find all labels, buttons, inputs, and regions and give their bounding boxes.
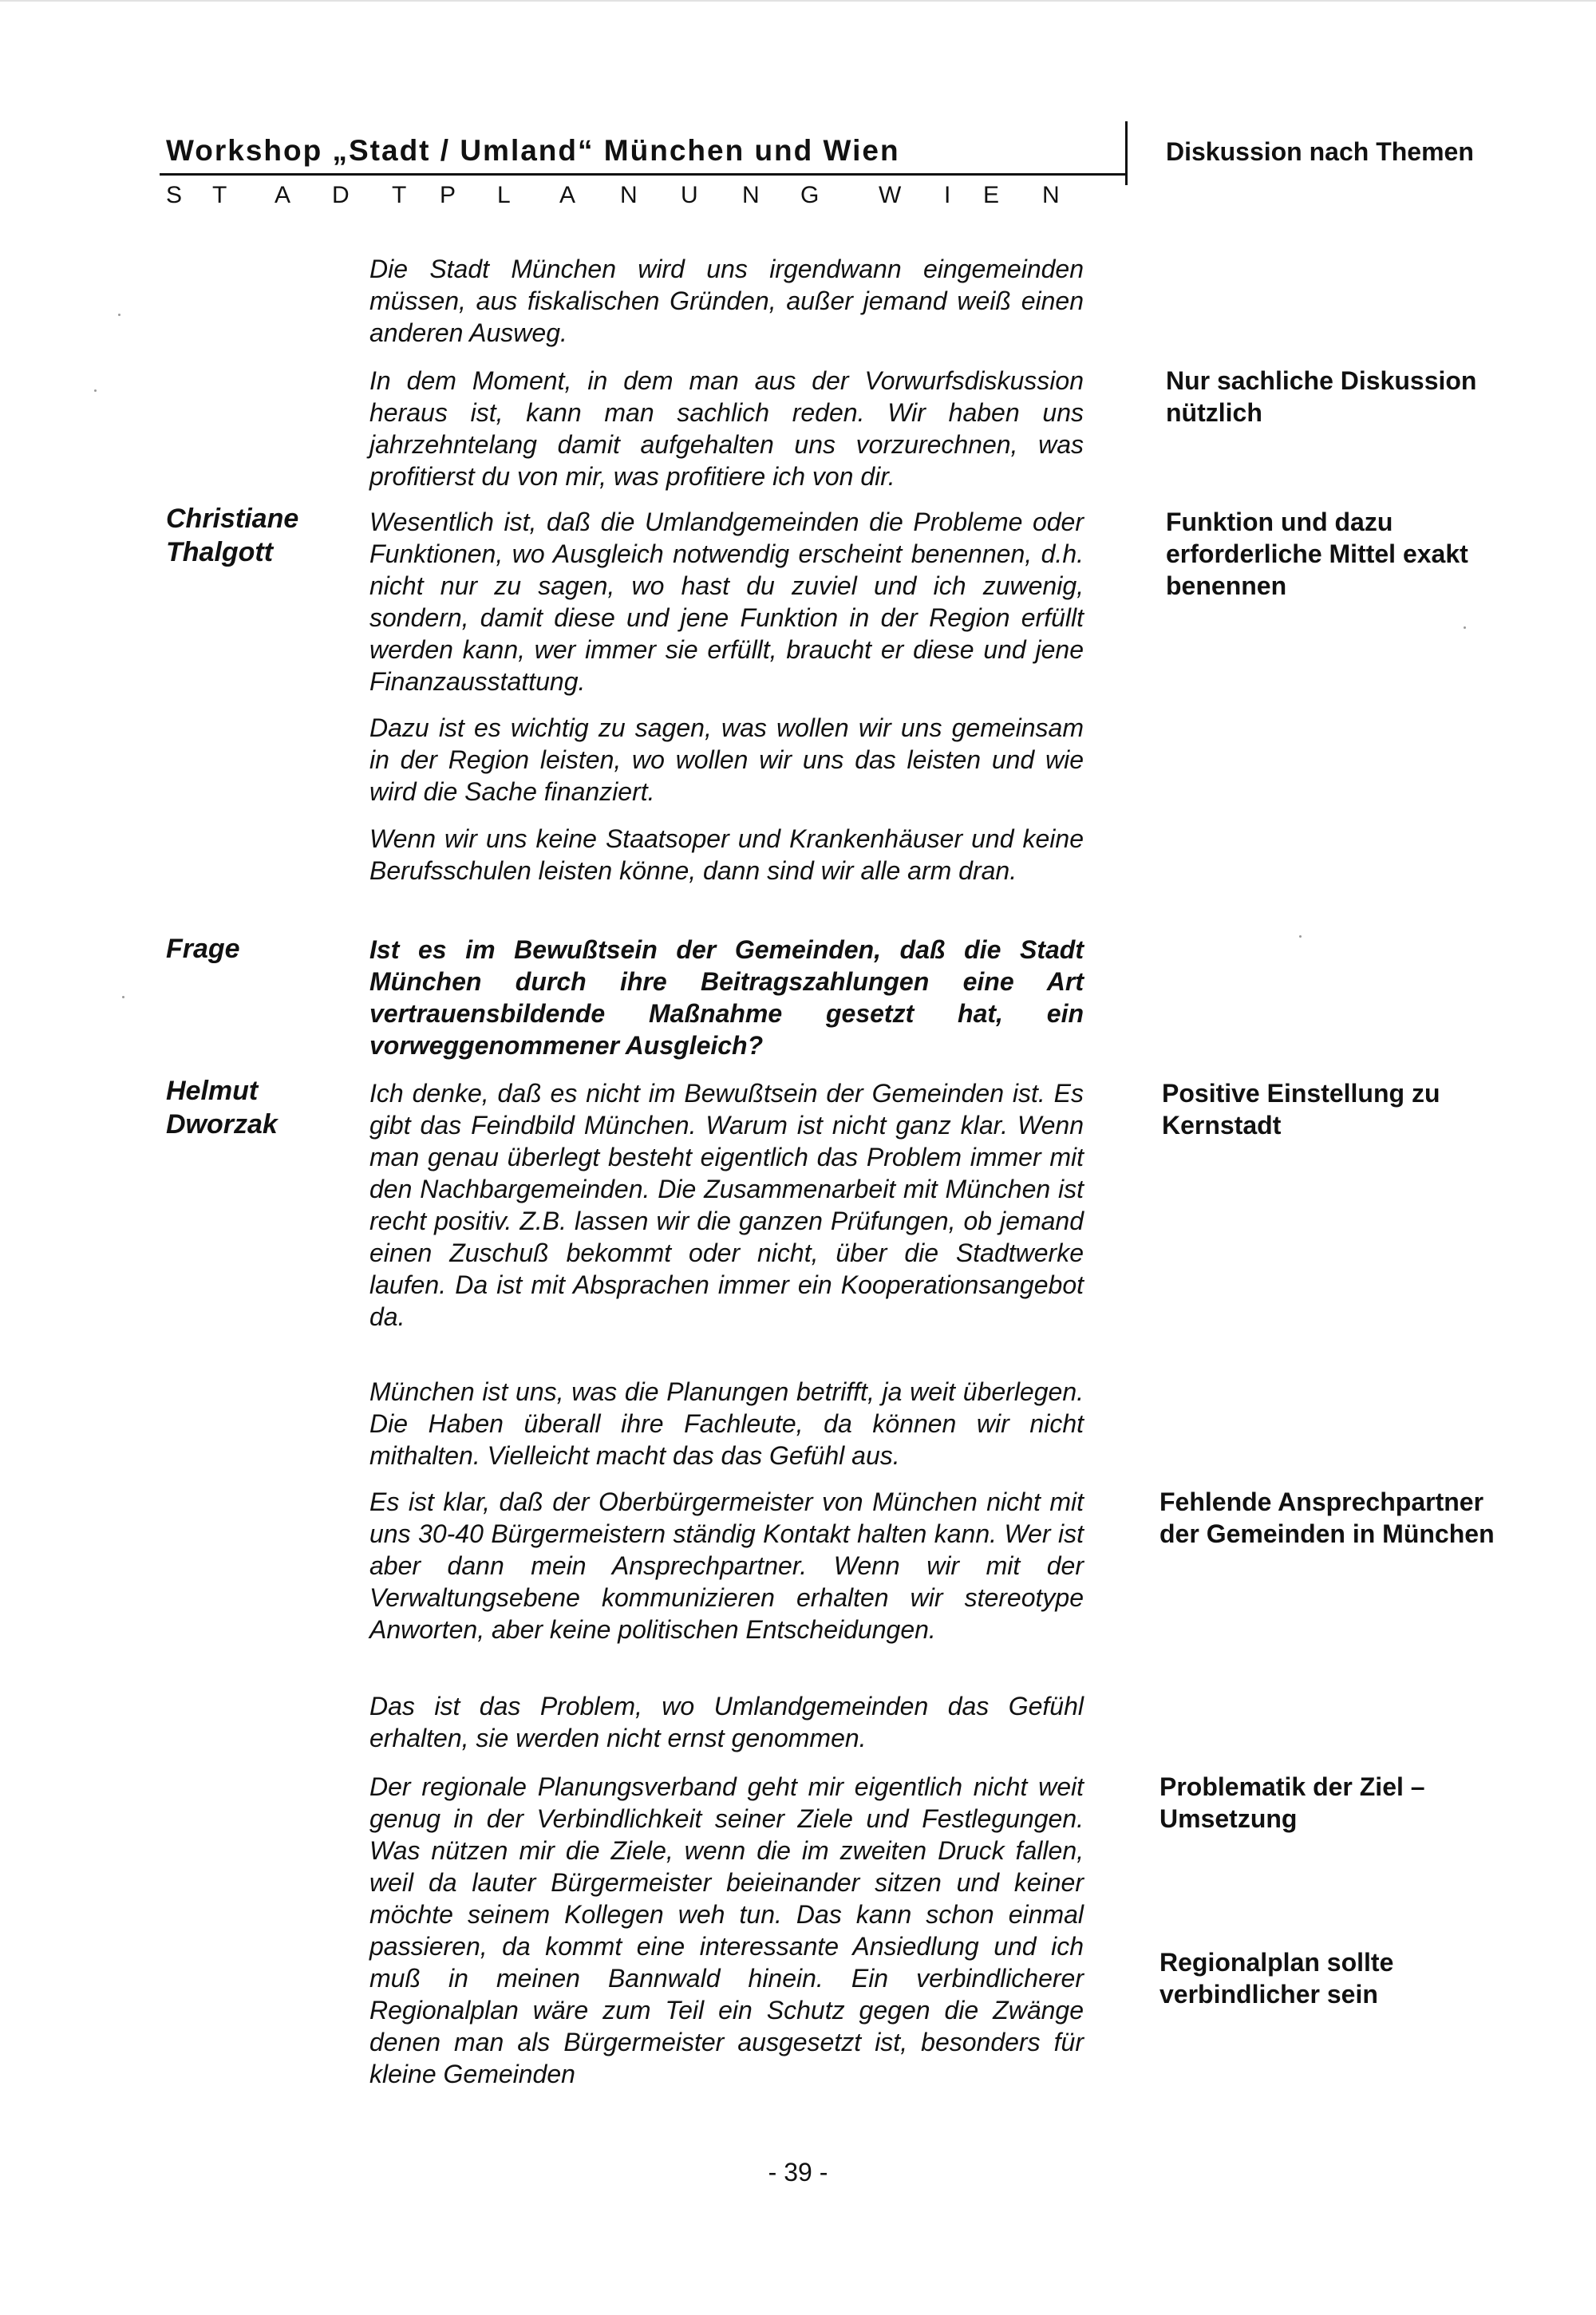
margin-note: Positive Einstellung zu Kernstadt <box>1162 1079 1440 1140</box>
speaker-christiane-thalgott: Christiane Thalgott <box>166 504 299 567</box>
body-paragraph: Es ist klar, daß der Oberbürgermeister von München nicht mit uns 30-40 Bürgermeistern ständig Kontakt halten kann. Wer ist aber dann mein Ansprechpartner. Wenn wir mit der Verwaltungsebene kommunizieren erhalten wir stereotype Anworten, aber keine politischen Entscheidungen. <box>369 1487 1084 1644</box>
subtitle-letter: A <box>559 182 576 208</box>
margin-note: Problematik der Ziel – Umsetzung <box>1159 1772 1425 1833</box>
subtitle-letter: N <box>620 182 638 208</box>
body-paragraph: Wesentlich ist, daß die Umlandgemeinden die Probleme oder Funktionen, wo Ausgleich notwendig erscheint benennen, d.h. nicht nur zu sagen, wo hast du zuviel und ich zuwenig, sondern, damit diese und jene Funktion in der Region erfüllt werden kann, wer immer sie erfüllt, braucht er diese und jene Finanzausstattung. <box>369 508 1084 696</box>
body-paragraph: Das ist das Problem, wo Umlandgemeinden das Gefühl erhalten, sie werden nicht ernst genommen. <box>369 1692 1084 1752</box>
scan-speck <box>94 389 97 392</box>
page-number: - 39 - <box>768 2158 828 2187</box>
document-header-title: Workshop „Stadt / Umland“ München und Wien <box>166 134 900 167</box>
body-paragraph: Die Stadt München wird uns irgendwann eingemeinden müssen, aus fiskalischen Gründen, außer jemand weiß einen anderen Ausweg. <box>369 255 1084 347</box>
scan-speck <box>122 996 124 998</box>
speaker-frage: Frage <box>166 934 240 964</box>
subtitle-letter: I <box>944 182 951 208</box>
margin-note: Nur sachliche Diskussion nützlich <box>1166 366 1477 427</box>
subtitle-letter: L <box>497 182 511 208</box>
subtitle-letter: D <box>332 182 350 208</box>
body-paragraph: München ist uns, was die Planungen betrifft, ja weit überlegen. Die Haben überall ihre Fachleute, da können wir nicht mithalten. Vielleicht macht das das Gefühl aus. <box>369 1377 1084 1470</box>
subtitle-letter: W <box>879 182 902 208</box>
subtitle-letter: T <box>392 182 407 208</box>
header-divider <box>1125 121 1128 185</box>
header-topic: Diskussion nach Themen <box>1166 137 1474 166</box>
subtitle-letter: E <box>983 182 1000 208</box>
scan-speck <box>1299 935 1302 938</box>
margin-note: Fehlende Ansprechpartner der Gemeinden in München <box>1159 1487 1495 1548</box>
body-paragraph: Ich denke, daß es nicht im Bewußtsein der Gemeinden ist. Es gibt das Feindbild München. Warum ist nicht ganz klar. Wenn man genau überlegt besteht eigentlich das Problem immer mit den Nachbargemeinden. Die Zusammenarbeit mit München ist recht positiv. Z.B. lassen wir die ganzen Prüfungen, ob jemand einen Zuschuß bekommt oder nicht, über die Stadtwerke laufen. Da ist mit Absprachen immer ein Kooperationsangebot da. <box>369 1079 1084 1331</box>
body-paragraph: Dazu ist es wichtig zu sagen, was wollen wir uns gemeinsam in der Region leisten, wo wollen wir uns das leisten und wie wird die Sache finanziert. <box>369 713 1084 806</box>
body-paragraph: Wenn wir uns keine Staatsoper und Krankenhäuser und keine Berufsschulen leisten könne, dann sind wir alle arm dran. <box>369 824 1084 885</box>
subtitle-letter: A <box>275 182 291 208</box>
body-paragraph: In dem Moment, in dem man aus der Vorwurfsdiskussion heraus ist, kann man sachlich reden. Wir haben uns jahrzehntelang damit aufgehalten uns vorzurechnen, was profitierst du von mir, was profitiere ich von dir. <box>369 366 1084 491</box>
subtitle-letter: N <box>1042 182 1060 208</box>
margin-note: Regionalplan sollte verbindlicher sein <box>1159 1948 1394 2009</box>
subtitle-letter: U <box>681 182 698 208</box>
question-paragraph: Ist es im Bewußtsein der Gemeinden, daß die Stadt München durch ihre Beitragszahlungen eine Art vertrauensbildende Maßnahme gesetzt hat, ein vorweggenommener Ausgleich? <box>369 935 1084 1060</box>
scan-edge-rule <box>0 0 1596 2</box>
subtitle-letter: G <box>800 182 820 208</box>
body-paragraph: Der regionale Planungsverband geht mir eigentlich nicht weit genug in der Verbindlichkeit seiner Ziele und Festlegungen. Was nützen mir die Ziele, wenn die im zweiten Druck fallen, weil da lauter Bürgermeister beieinander sitzen und keiner möchte seinem Kollegen weh tun. Das kann schon einmal passieren, da kommt eine interessante Ansiedlung und ich muß in meinen Bannwald hinein. Ein verbindlicherer Regionalplan wäre zum Teil ein Schutz gegen die Zwänge denen man als Bürgermeister ausgesetzt ist, besonders für kleine Gemeinden <box>369 1772 1084 2088</box>
subtitle-letter: N <box>742 182 760 208</box>
subtitle-letter: P <box>440 182 456 208</box>
subtitle-letter: T <box>212 182 227 208</box>
scan-speck <box>118 314 120 316</box>
subtitle-letter: S <box>166 182 183 208</box>
margin-note: Funktion und dazu erforderliche Mittel exakt benennen <box>1166 508 1468 600</box>
header-underline <box>160 173 1128 176</box>
speaker-helmut-dworzak: Helmut Dworzak <box>166 1076 278 1140</box>
scan-speck <box>1464 626 1466 629</box>
